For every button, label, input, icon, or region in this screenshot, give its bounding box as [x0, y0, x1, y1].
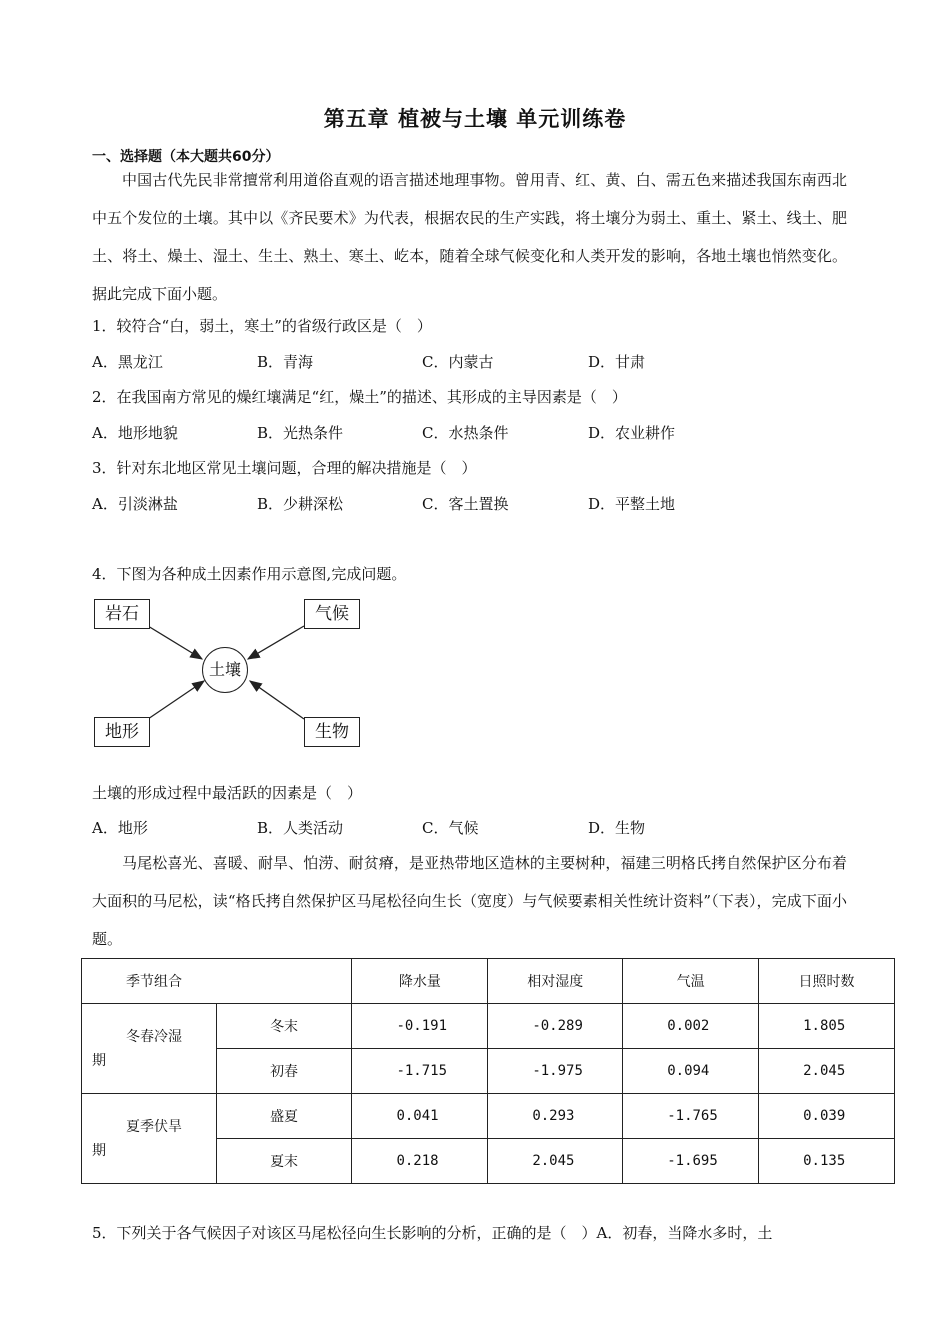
question-4-intro: 4．下图为各种成土因素作用示意图,完成问题。: [92, 565, 407, 583]
question-1-options: [92, 351, 852, 375]
header-season: 季节组合: [82, 959, 352, 1004]
cell: 0.039: [759, 1094, 895, 1139]
option-c[interactable]: C．内蒙古: [422, 353, 494, 371]
header-temp: 气温: [623, 959, 759, 1004]
cell: 0.218: [352, 1139, 488, 1184]
cell: 1.805: [759, 1004, 895, 1049]
soil-node: 土壤: [202, 647, 248, 693]
cell: -0.289: [488, 1004, 623, 1049]
soil-factors-diagram: [92, 595, 362, 751]
cell: 0.002: [623, 1004, 759, 1049]
option-d[interactable]: D．农业耕作: [588, 424, 676, 442]
subperiod: 初春: [216, 1049, 352, 1094]
question-5: 5．下列关于各气候因子对该区马尾松径向生长影响的分析，正确的是（ ）A．初春，当降水多时，土: [92, 1224, 773, 1242]
header-sunshine: 日照时数: [759, 959, 895, 1004]
table-header-row: [82, 959, 895, 1004]
question-4: 土壤的形成过程中最活跃的因素是（ ）: [92, 784, 363, 802]
option-b[interactable]: B．青海: [257, 353, 314, 371]
question-4-options: [92, 817, 852, 841]
arrow-biology: [250, 681, 304, 719]
option-c[interactable]: C．客土置换: [422, 495, 509, 513]
cell: -1.765: [623, 1094, 759, 1139]
cell: -1.695: [623, 1139, 759, 1184]
group-suffix: 期: [92, 1053, 106, 1069]
header-precip: 降水量: [352, 959, 488, 1004]
header-humidity: 相对湿度: [488, 959, 623, 1004]
subperiod: 冬末: [216, 1004, 352, 1049]
option-c[interactable]: C．水热条件: [422, 424, 509, 442]
passage-pine: 马尾松喜光、喜暖、耐旱、怕涝、耐贫瘠，是亚热带地区造林的主要树种，福建三明格氏拷自然保护区分布着大面积的马尼松，读“格氏拷自然保护区马尾松径向生长（宽度）与气候要素相关性统计资料”（下表），完成下面小题。: [92, 854, 847, 948]
factor-rock: 岩石: [94, 599, 150, 629]
table-row: [82, 1004, 895, 1049]
option-a[interactable]: A．地形地貌: [92, 424, 178, 442]
option-d[interactable]: D．甘肃: [588, 353, 646, 371]
cell: 0.041: [352, 1094, 488, 1139]
group-name: 夏季伏旱: [126, 1119, 182, 1135]
question-2: 2．在我国南方常见的燥红壤满足“红，燥土”的描述、其形成的主导因素是（ ）: [92, 388, 627, 406]
group-summer-drought: [82, 1094, 217, 1184]
cell: -0.191: [352, 1004, 488, 1049]
cell: 0.293: [488, 1094, 623, 1139]
option-d[interactable]: D．生物: [588, 819, 646, 837]
arrow-terrain: [148, 681, 204, 719]
factor-biology: 生物: [304, 717, 360, 747]
correlation-table: [81, 958, 895, 1184]
page-title: 第五章 植被与土壤 单元训练卷: [323, 107, 627, 131]
option-c[interactable]: C．气候: [422, 819, 479, 837]
arrow-climate: [248, 626, 304, 659]
option-b[interactable]: B．少耕深松: [257, 495, 344, 513]
group-name: 冬春冷湿: [126, 1029, 182, 1045]
section-heading: 一、选择题（本大题共60分）: [92, 149, 280, 165]
question-3: 3．针对东北地区常见土壤问题，合理的解决措施是（ ）: [92, 459, 477, 477]
cell: 2.045: [759, 1049, 895, 1094]
cell: -1.975: [488, 1049, 623, 1094]
option-a[interactable]: A．黑龙江: [92, 353, 163, 371]
option-d[interactable]: D．平整土地: [588, 495, 676, 513]
option-a[interactable]: A．地形: [92, 819, 148, 837]
cell: -1.715: [352, 1049, 488, 1094]
table-row: [82, 1094, 895, 1139]
cell: 0.094: [623, 1049, 759, 1094]
subperiod: 夏末: [216, 1139, 352, 1184]
question-1: 1．较符合“白，弱土，寒土”的省级行政区是（ ）: [92, 317, 432, 335]
option-b[interactable]: B．人类活动: [257, 819, 344, 837]
question-2-options: [92, 422, 852, 446]
cell: 2.045: [488, 1139, 623, 1184]
factor-climate: 气候: [304, 599, 360, 629]
cell: 0.135: [759, 1139, 895, 1184]
arrow-rock: [148, 626, 202, 659]
option-b[interactable]: B．光热条件: [257, 424, 344, 442]
factor-terrain: 地形: [94, 717, 150, 747]
group-cold-wet: [82, 1004, 217, 1094]
passage-soil: 中国古代先民非常擅常利用道俗直观的语言描述地理事物。曾用青、红、黄、白、需五色来描述我国东南西北中五个发位的土壤。其中以《齐民要术》为代表，根据农民的生产实践，将土壤分为弱土、重土、紧土、线土、肥土、将土、燥土、湿土、生土、熟土、寒土、屹本，随着全球气候变化和人类开发的影响，各地土壤也悄然变化。据此完成下面小题。: [92, 171, 847, 303]
group-suffix: 期: [92, 1143, 106, 1159]
option-a[interactable]: A．引淡淋盐: [92, 495, 178, 513]
subperiod: 盛夏: [216, 1094, 352, 1139]
question-3-options: [92, 493, 852, 517]
